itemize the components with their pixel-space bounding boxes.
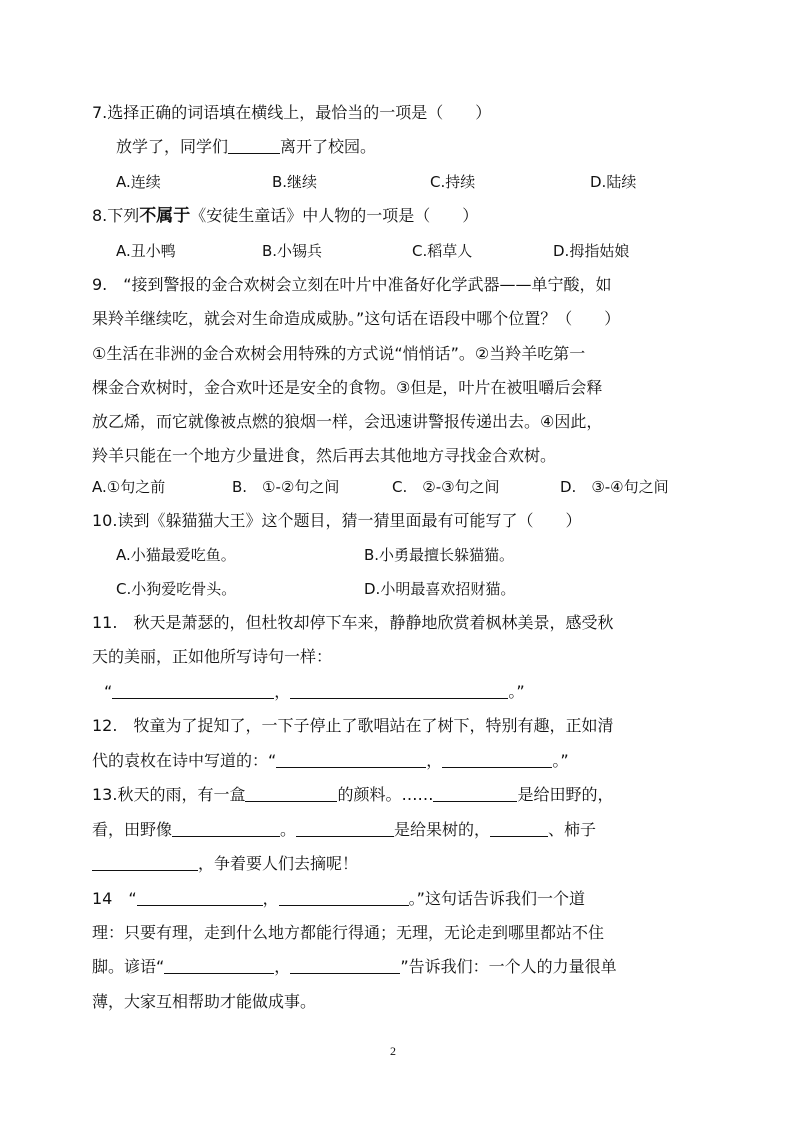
q7-option-a[interactable]: A.连续	[116, 173, 161, 191]
q13-blank-5[interactable]	[490, 820, 548, 837]
q13-text-d: 看，田野像	[92, 820, 173, 839]
q9-line-4: 棵金合欢树时，金合欢叶还是安全的食物。③但是，叶片在被咀嚼后会释	[92, 378, 603, 397]
q7-option-c[interactable]: C.持续	[430, 173, 476, 191]
q12-line-2	[92, 750, 569, 772]
q13-text-a: 13.秋天的雨，有一盒	[92, 785, 246, 804]
q8-stem-b: 《安徒生童话》中人物的一项是（ ）	[190, 206, 479, 225]
q14-line-3b: ，	[274, 957, 291, 976]
q14-line-1	[92, 888, 585, 910]
q11-open-quote: “	[104, 682, 113, 701]
q14-line-2: 理：只要有理，走到什么地方都能行得通；无理，无论走到哪里都站不住	[92, 923, 605, 942]
q14-text-c: 。”这句话告诉我们一个道	[408, 889, 585, 908]
q12-line-1: 12. 牧童为了捉知了，一下子停止了歌唱站在了树下，特别有趣，正如清	[92, 716, 614, 735]
q12-blank-2[interactable]	[442, 751, 552, 768]
q14-line-3	[92, 956, 617, 978]
q13-text-b: 的颜料。……	[337, 785, 434, 804]
q8-option-d[interactable]: D.拇指姑娘	[553, 242, 630, 260]
q7-sentence-b: 离开了校园。	[280, 137, 377, 156]
q13-text-h: ，争着要人们去摘呢！	[198, 854, 359, 873]
q12-blank-1[interactable]	[276, 751, 426, 768]
q14-blank-4[interactable]	[290, 957, 400, 974]
q13-blank-3[interactable]	[172, 820, 280, 837]
q9-option-c[interactable]: C. ②-③句之间	[392, 478, 500, 496]
q9-line-5: 放乙烯，而它就像被点燃的狼烟一样，会迅速讲警报传递出去。④因此，	[92, 412, 603, 431]
q9-line-3: ①生活在非洲的金合欢树会用特殊的方式说“悄悄话”。②当羚羊吃第一	[92, 344, 586, 363]
q7-blank[interactable]	[228, 137, 280, 154]
q11-line-1: 11. 秋天是萧瑟的，但杜牧却停下车来，静静地欣赏着枫林美景，感受秋	[92, 613, 614, 632]
q14-line-3a: 脚。谚语“	[92, 957, 165, 976]
q10-option-d[interactable]: D.小明最喜欢招财猫。	[364, 580, 516, 598]
q11-close: 。”	[508, 682, 525, 701]
q11-blank-2[interactable]	[290, 682, 508, 699]
q11-answer-line	[104, 681, 525, 703]
q7-sentence	[116, 136, 376, 158]
q9-option-b[interactable]: B. ①-②句之间	[232, 478, 340, 496]
q14-blank-2[interactable]	[279, 889, 409, 906]
q13-line-3	[92, 853, 358, 875]
q9-option-a[interactable]: A.①句之前	[92, 478, 166, 496]
q9-line-1: 9. “接到警报的金合欢树会立刻在叶片中准备好化学武器——单宁酸，如	[92, 275, 612, 294]
q14-text-a: 14 “	[92, 889, 137, 908]
q7-option-b[interactable]: B.继续	[272, 173, 318, 191]
q7-stem: 7.选择正确的词语填在横线上，最恰当的一项是（ ）	[92, 103, 492, 122]
q13-text-e: 。	[280, 820, 297, 839]
q10-stem: 10.读到《躲猫猫大王》这个题目，猜一猜里面最有可能写了（ ）	[92, 511, 582, 530]
q8-stem	[92, 205, 478, 227]
q12-close: 。”	[552, 751, 569, 770]
q13-blank-1[interactable]	[245, 785, 337, 802]
q10-option-b[interactable]: B.小勇最擅长躲猫猫。	[364, 546, 515, 564]
q9-line-2: 果羚羊继续吃，就会对生命造成威胁。”这句话在语段中哪个位置？（ ）	[92, 309, 621, 328]
q7-option-d[interactable]: D.陆续	[590, 173, 637, 191]
q14-blank-1[interactable]	[137, 889, 263, 906]
q7-sentence-a: 放学了，同学们	[116, 137, 229, 156]
q14-line-4: 薄，大家互相帮助才能做成事。	[92, 992, 317, 1011]
q8-option-c[interactable]: C.稻草人	[412, 242, 473, 260]
q14-line-3c: ”告诉我们：一个人的力量很单	[400, 957, 617, 976]
q13-text-f: 是给果树的，	[394, 820, 491, 839]
q13-blank-2[interactable]	[433, 785, 517, 802]
q8-stem-emphasis: 不属于	[139, 206, 191, 226]
q8-stem-a: 8.下列	[92, 206, 140, 225]
q13-line-1	[92, 784, 613, 806]
page-number: 2	[390, 1044, 396, 1058]
q11-line-2: 天的美丽，正如他所写诗句一样：	[92, 647, 333, 666]
q12-comma: ，	[426, 751, 443, 770]
q11-blank-1[interactable]	[112, 682, 274, 699]
q14-blank-3[interactable]	[164, 957, 274, 974]
q11-comma: ，	[274, 682, 291, 701]
q10-option-a[interactable]: A.小猫最爱吃鱼。	[116, 546, 236, 564]
q13-text-g: 、柿子	[548, 820, 597, 839]
q13-text-c: 是给田野的，	[517, 785, 614, 804]
q8-option-b[interactable]: B.小锡兵	[262, 242, 323, 260]
q13-blank-6[interactable]	[92, 854, 198, 871]
q13-line-2	[92, 819, 596, 841]
q9-option-d[interactable]: D. ③-④句之间	[560, 478, 669, 496]
q13-blank-4[interactable]	[296, 820, 394, 837]
q10-option-c[interactable]: C.小狗爱吃骨头。	[116, 580, 237, 598]
q8-option-a[interactable]: A.丑小鸭	[116, 242, 176, 260]
q12-line-2a: 代的袁枚在诗中写道的：“	[92, 751, 277, 770]
q9-line-6: 羚羊只能在一个地方少量进食，然后再去其他地方寻找金合欢树。	[92, 446, 557, 465]
q14-text-b: ，	[262, 889, 279, 908]
